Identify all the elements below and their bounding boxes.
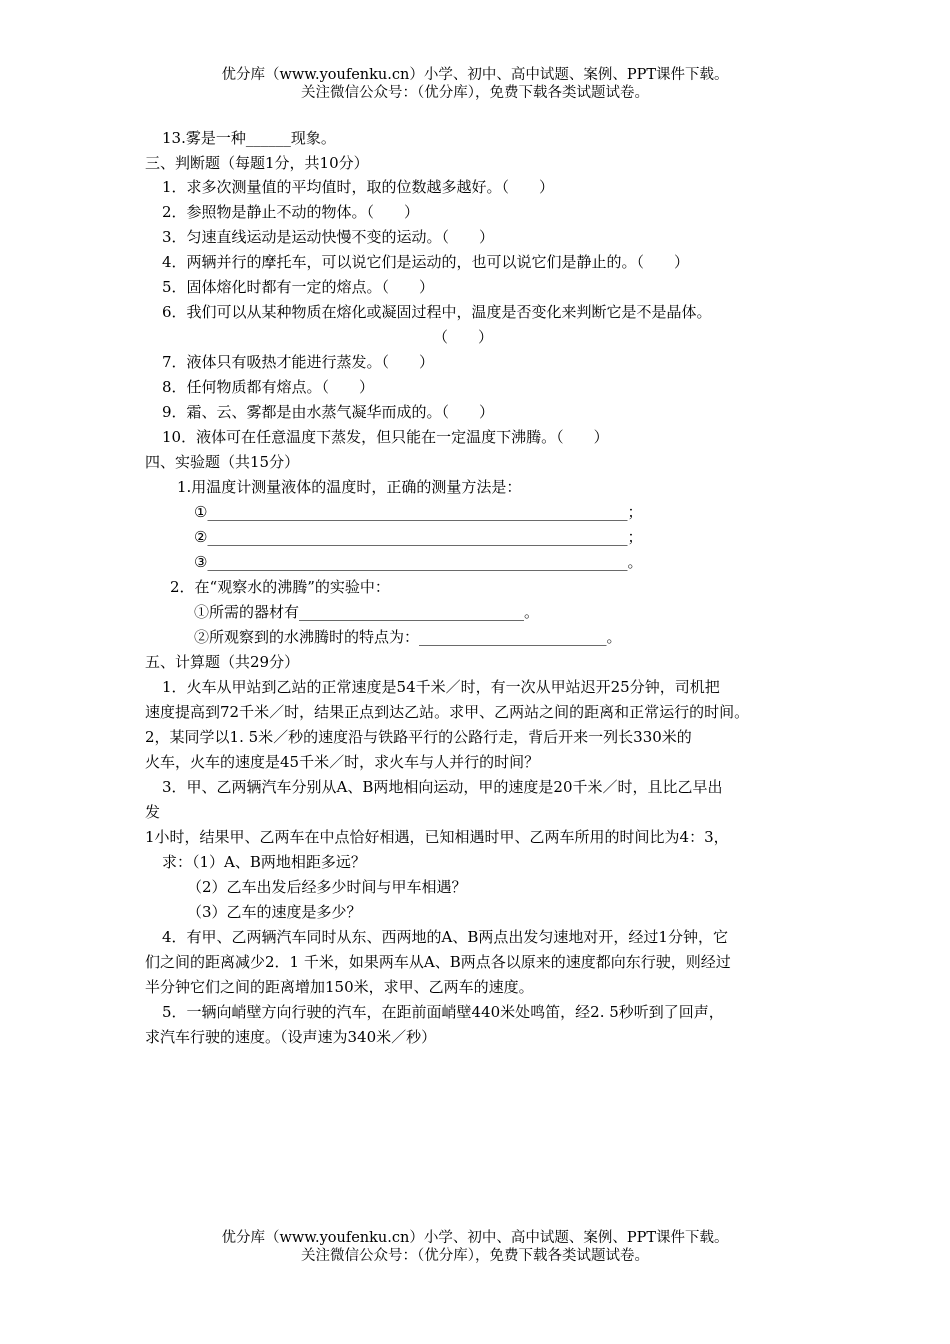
header-line-2: 关注微信公众号：（优分库），免费下载各类试题试卷。 <box>301 85 649 101</box>
calc-question-4-line-2: 们之间的距离减少2．1 千米，如果两车从A、B两点各以原来的速度都向东行驶，则经过 <box>145 953 731 971</box>
experiment-question-1: 1.用温度计测量液体的温度时，正确的测量方法是： <box>177 478 522 496</box>
calc-question-3-sub-3: （3）乙车的速度是多少？ <box>187 903 362 921</box>
experiment-equipment-line: ①所需的器材有______________________________。 <box>194 603 540 621</box>
calc-question-3-sub-1: 求：（1）A、B两地相距多远？ <box>162 853 366 871</box>
section-heading-judgement: 三、判断题（每题1分，共10分） <box>145 154 369 172</box>
experiment-answer-line-3: ③________________________________________________________。 <box>194 553 643 571</box>
experiment-answer-line-2: ②________________________________________________________； <box>194 528 643 546</box>
judgement-item-3: 3．匀速直线运动是运动快慢不变的运动。（ ） <box>162 228 495 246</box>
calc-question-5-line-1: 5．一辆向峭壁方向行驶的汽车，在距前面峭壁440米处鸣笛，经2. 5秒听到了回声， <box>162 1003 724 1021</box>
judgement-item-6: 6．我们可以从某种物质在熔化或凝固过程中，温度是否变化来判断它是不是晶体。 <box>162 303 712 321</box>
footer-line-1: 优分库（www.youfenku.cn）小学、初中、高中试题、案例、PPT课件下载。 <box>221 1230 729 1246</box>
calc-question-5-line-2: 求汽车行驶的速度。（设声速为340米／秒） <box>145 1028 437 1046</box>
experiment-answer-line-1: ①________________________________________________________； <box>194 503 643 521</box>
judgement-item-7: 7．液体只有吸热才能进行蒸发。（ ） <box>162 353 435 371</box>
section-heading-calculation: 五、计算题（共29分） <box>145 653 300 671</box>
page-footer <box>0 1229 950 1265</box>
judgement-item-4: 4．两辆并行的摩托车，可以说它们是运动的，也可以说它们是静止的。（ ） <box>162 253 690 271</box>
page-header <box>0 66 950 102</box>
judgement-item-10: 10．液体可在任意温度下蒸发，但只能在一定温度下沸腾。（ ） <box>162 428 609 446</box>
experiment-question-2: 2．在“观察水的沸腾”的实验中： <box>170 578 390 596</box>
calc-question-3-sub-2: （2）乙车出发后经多少时间与甲车相遇？ <box>187 878 467 896</box>
calc-question-1-line-2: 速度提高到72千米／时，结果正点到达乙站。求甲、乙两站之间的距离和正常运行的时间。 <box>145 703 750 721</box>
calc-question-2-line-2: 火车，火车的速度是45千米／时，求火车与人并行的时间？ <box>145 753 540 771</box>
judgement-item-8: 8．任何物质都有熔点。（ ） <box>162 378 375 396</box>
experiment-boiling-feature-line: ②所观察到的水沸腾时的特点为：_________________________。 <box>194 628 622 646</box>
calc-question-4-line-1: 4．有甲、乙两辆汽车同时从东、西两地的A、B两点出发匀速地对开，经过1分钟，它 <box>162 928 728 946</box>
calc-question-3-line-3: 1小时，结果甲、乙两车在中点恰好相遇，已知相遇时甲、乙两车所用的时间比为4：3， <box>145 828 729 846</box>
fill-question-13: 13.雾是一种______现象。 <box>162 129 336 147</box>
section-heading-experiment: 四、实验题（共15分） <box>145 453 300 471</box>
calc-question-1-line-1: 1．火车从甲站到乙站的正常速度是54千米／时，有一次从甲站迟开25分钟，司机把 <box>162 678 720 696</box>
judgement-item-6-bracket: （ ） <box>433 328 494 346</box>
judgement-item-5: 5．固体熔化时都有一定的熔点。（ ） <box>162 278 435 296</box>
judgement-item-2: 2．参照物是静止不动的物体。（ ） <box>162 203 420 221</box>
header-line-1: 优分库（www.youfenku.cn）小学、初中、高中试题、案例、PPT课件下载。 <box>221 67 729 83</box>
calc-question-3-line-2: 发 <box>145 803 161 821</box>
calc-question-4-line-3: 半分钟它们之间的距离增加150米，求甲、乙两车的速度。 <box>145 978 534 996</box>
judgement-item-1: 1．求多次测量值的平均值时，取的位数越多越好。（ ） <box>162 178 555 196</box>
calc-question-3-line-1: 3．甲、乙两辆汽车分别从A、B两地相向运动，甲的速度是20千米／时，且比乙早出 <box>162 778 723 796</box>
calc-question-2-line-1: 2，某同学以1. 5米／秒的速度沿与铁路平行的公路行走，背后开来一列长330米的 <box>145 728 692 746</box>
judgement-item-9: 9．霜、云、雾都是由水蒸气凝华而成的。（ ） <box>162 403 495 421</box>
footer-line-2: 关注微信公众号：（优分库），免费下载各类试题试卷。 <box>301 1248 649 1264</box>
